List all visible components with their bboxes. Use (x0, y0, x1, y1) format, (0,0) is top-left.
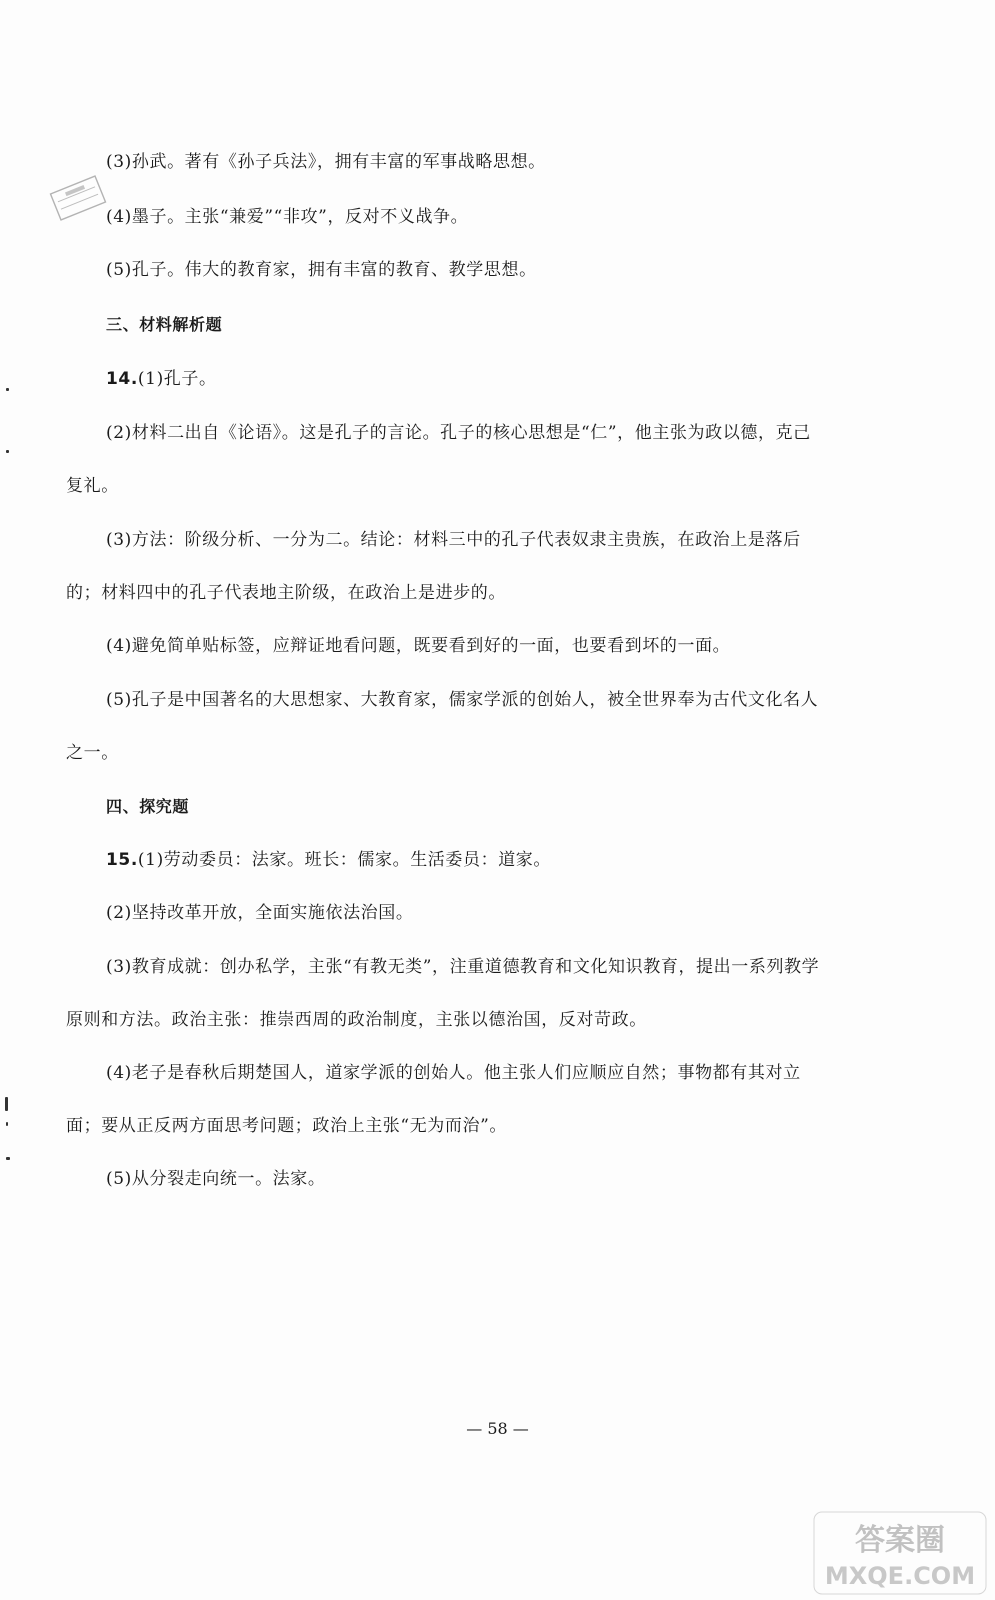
question-number: 14. (106, 369, 138, 389)
answer-line: (2)坚持改革开放，全面实施依法治国。 (106, 903, 414, 923)
section-heading: 三、材料解析题 (106, 315, 223, 334)
answer-line: 的；材料四中的孔子代表地主阶级，在政治上是进步的。 (66, 583, 506, 603)
question-14-part-1 (106, 367, 217, 391)
answer-text: (1)劳动委员：法家。班长：儒家。生活委员：道家。 (137, 850, 552, 870)
answer-line: (3)方法：阶级分析、一分为二。结论：材料三中的孔子代表奴隶主贵族，在政治上是落后 (106, 530, 801, 550)
question-number: 15. (106, 850, 138, 870)
scan-speck (6, 1157, 10, 1160)
answer-line: (4)墨子。主张“兼爱”“非攻”，反对不义战争。 (106, 207, 469, 227)
answer-line: (4)避免简单贴标签，应辩证地看问题，既要看到好的一面，也要看到坏的一面。 (106, 636, 731, 656)
svg-text:MXQE.COM: MXQE.COM (824, 1562, 976, 1590)
scan-speck (6, 1122, 8, 1126)
page-number: — 58 — (466, 1419, 529, 1438)
answer-line: 之一。 (66, 743, 119, 763)
answer-line: (3)孙武。著有《孙子兵法》，拥有丰富的军事战略思想。 (106, 152, 546, 172)
answer-line: (5)孔子是中国著名的大思想家、大教育家，儒家学派的创始人，被全世界奉为古代文化名人 (106, 690, 819, 710)
section-heading: 四、探究题 (106, 797, 190, 816)
answer-line: (4)老子是春秋后期楚国人，道家学派的创始人。他主张人们应顺应自然；事物都有其对立 (106, 1063, 801, 1083)
question-15-part-1 (106, 848, 551, 872)
answer-line: (5)孔子。伟大的教育家，拥有丰富的教育、教学思想。 (106, 260, 537, 280)
answer-text: (1)孔子。 (137, 369, 217, 389)
scan-speck (6, 450, 9, 453)
answer-line: 原则和方法。政治主张：推崇西周的政治制度，主张以德治国，反对苛政。 (66, 1010, 647, 1030)
answer-line: (2)材料二出自《论语》。这是孔子的言论。孔子的核心思想是“仁”，他主张为政以德，克己 (106, 423, 811, 443)
answer-line: 面；要从正反两方面思考问题；政治上主张“无为而治”。 (66, 1116, 507, 1136)
answer-line: (5)从分裂走向统一。法家。 (106, 1169, 326, 1189)
answer-line: 复礼。 (66, 476, 119, 496)
svg-text:答案圈: 答案圈 (855, 1523, 945, 1558)
watermark-logo-icon (810, 1508, 990, 1598)
scan-speck (6, 388, 9, 391)
stamp-icon (46, 166, 110, 230)
answer-line: (3)教育成就：创办私学，主张“有教无类”，注重道德教育和文化知识教育，提出一系列教学 (106, 957, 820, 977)
scan-speck (5, 1097, 8, 1111)
